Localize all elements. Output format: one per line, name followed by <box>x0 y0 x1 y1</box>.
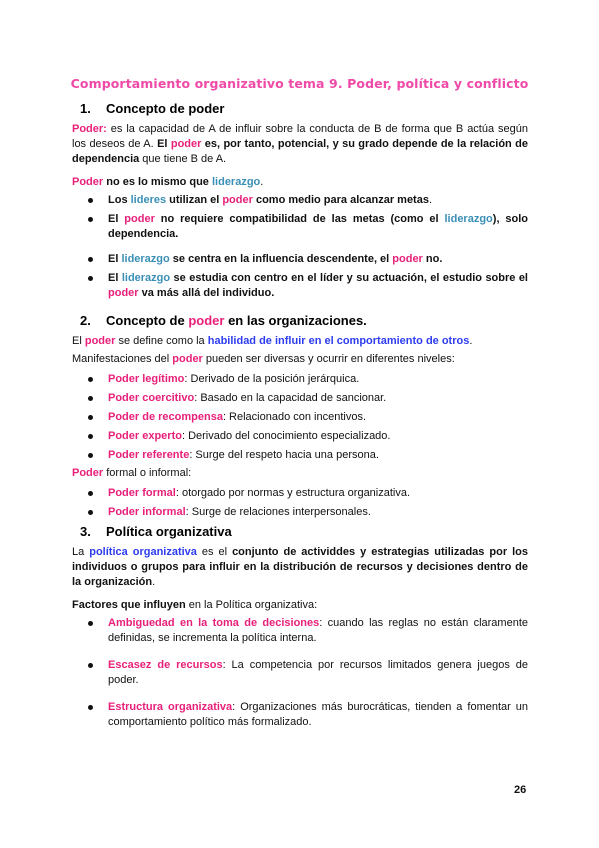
list-item: Poder de recompensa: Relacionado con incentivos. <box>72 410 528 425</box>
list-item: Poder referente: Surge del respeto hacia una persona. <box>72 448 528 463</box>
page-number: 26 <box>514 784 527 796</box>
paragraph-poder-vs-liderazgo: Poder no es lo mismo que liderazgo. <box>72 176 264 188</box>
list-item: Poder formal: otorgado por normas y estructura organizativa. <box>72 486 528 501</box>
list-item: Los lideres utilizan el poder como medio para alcanzar metas. <box>72 193 528 208</box>
paragraph-politica-definition: La política organizativa es el conjunto de actividdes y estrategias utilizadas por los individuos o grupos para influir en la distribución de recursos y decisiones dentro de la organización. <box>72 546 528 588</box>
list-item: Poder legítimo: Derivado de la posición jerárquica. <box>72 372 528 387</box>
section-heading-2: 2. Concepto de poder en las organizaciones. <box>80 313 367 328</box>
document-title: Comportamiento organizativo tema 9. Poder, política y conflicto <box>70 76 529 91</box>
paragraph-manifestaciones: Manifestaciones del poder pueden ser diversas y ocurrir en diferentes niveles: <box>72 353 455 365</box>
list-item: Ambiguedad en la toma de decisiones: cuando las reglas no están claramente definidas, se incrementa la política interna. <box>72 616 528 646</box>
paragraph-poder-habilidad: El poder se define como la habilidad de influir en el comportamiento de otros. <box>72 335 473 347</box>
list-item: Poder coercitivo: Basado en la capacidad de sancionar. <box>72 391 528 406</box>
list-item: Estructura organizativa: Organizaciones más burocráticas, tienden a fomentar un comportamiento político más formalizado. <box>72 700 528 730</box>
list-item: El liderazgo se centra en la influencia descendente, el poder no. <box>72 252 528 267</box>
paragraph-poder-formal-informal: Poder formal o informal: <box>72 467 192 479</box>
list-item: El poder no requiere compatibilidad de las metas (como el liderazgo), solo dependencia. <box>72 212 528 242</box>
paragraph-factores: Factores que influyen en la Política organizativa: <box>72 599 318 611</box>
list-item: Poder informal: Surge de relaciones interpersonales. <box>72 505 528 520</box>
list-tipos-poder <box>72 372 528 463</box>
list-item: Poder experto: Derivado del conocimiento especializado. <box>72 429 528 444</box>
list-item: Escasez de recursos: La competencia por recursos limitados genera juegos de poder. <box>72 658 528 688</box>
list-poder-formal-informal <box>72 486 528 520</box>
list-factores <box>72 616 528 730</box>
list-item: El liderazgo se estudia con centro en el líder y su actuación, el estudio sobre el poder va más allá del individuo. <box>72 271 528 301</box>
list-poder-liderazgo <box>72 193 528 301</box>
section-heading-3: 3. Política organizativa <box>80 524 232 539</box>
paragraph-poder-definition: Poder: es la capacidad de A de influir sobre la conducta de B de forma que B actúa según los deseos de A. El poder es, por tanto, potencial, y su grado depende de la relación de dependencia que tiene B de A. <box>72 123 528 165</box>
section-heading-1: 1. Concepto de poder <box>80 101 225 116</box>
